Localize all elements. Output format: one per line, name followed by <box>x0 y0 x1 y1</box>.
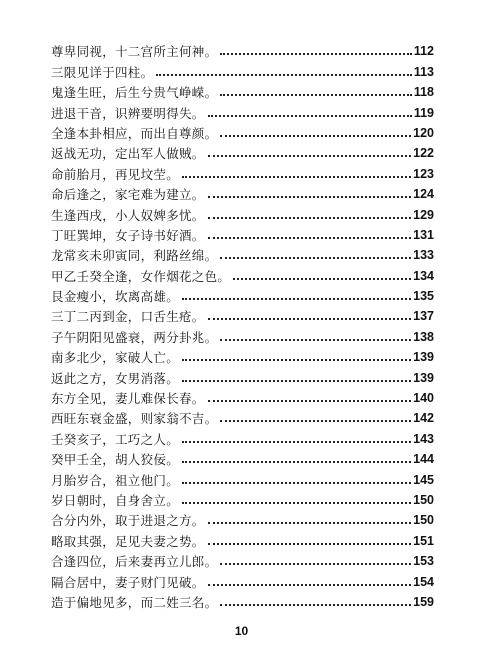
toc-entry[interactable] <box>51 386 434 406</box>
toc-entry[interactable] <box>51 182 434 202</box>
toc-entry-page: 159 <box>413 594 434 609</box>
toc-entry-page: 122 <box>413 146 434 161</box>
dot-leader <box>220 604 411 606</box>
toc-entry-page: 138 <box>413 329 434 344</box>
dot-leader <box>208 196 412 198</box>
dot-leader <box>208 543 412 545</box>
toc-entry-title: 尊卑同视，十二宫所主何神。 <box>51 44 218 60</box>
toc-entry-title: 西旺东衰金盛，则家翁不吉。 <box>51 411 218 427</box>
toc-entry[interactable] <box>51 365 434 385</box>
dot-leader <box>182 298 411 300</box>
toc-entry-title: 癸甲壬全，胡人狡佞。 <box>51 452 180 468</box>
toc-entry[interactable] <box>51 304 434 324</box>
toc-entry[interactable] <box>51 121 434 141</box>
toc-entry-page: 123 <box>413 166 434 181</box>
dot-leader <box>182 380 411 382</box>
toc-entry-page: 119 <box>413 105 434 120</box>
toc-entry-title: 合分内外，取于进退之方。 <box>51 513 205 529</box>
toc-entry[interactable] <box>51 569 434 589</box>
toc-entry-title: 返此之方，女男消落。 <box>51 370 180 386</box>
toc-entry[interactable] <box>51 508 434 528</box>
dot-leader <box>208 522 412 524</box>
toc-entry-title: 月胎岁合，祖立他门。 <box>51 472 180 488</box>
dot-leader <box>220 563 411 565</box>
toc-entry-title: 三限见详于四柱。 <box>51 64 154 80</box>
toc-entry-page: 150 <box>413 513 434 528</box>
dot-leader <box>208 115 412 117</box>
dot-leader <box>220 420 411 422</box>
table-of-contents <box>51 39 434 610</box>
toc-entry[interactable] <box>51 447 434 467</box>
toc-entry[interactable] <box>51 284 434 304</box>
dot-leader <box>233 278 411 280</box>
toc-entry[interactable] <box>51 161 434 181</box>
toc-entry-page: 118 <box>413 85 434 100</box>
toc-entry-page: 142 <box>413 411 434 426</box>
dot-leader <box>208 400 412 402</box>
dot-leader <box>182 176 411 178</box>
toc-entry-title: 鬼逢生旺，后生兮贵气峥嵘。 <box>51 85 218 101</box>
dot-leader <box>220 339 411 341</box>
toc-entry[interactable] <box>51 59 434 79</box>
toc-entry-page: 150 <box>413 492 434 507</box>
dot-leader <box>220 257 411 259</box>
toc-entry-page: 131 <box>413 227 434 242</box>
toc-entry-page: 124 <box>413 187 434 202</box>
toc-entry-title: 命前胎月，再见坟茔。 <box>51 166 180 182</box>
toc-entry[interactable] <box>51 426 434 446</box>
toc-entry[interactable] <box>51 324 434 344</box>
dot-leader <box>182 502 411 504</box>
toc-entry-title: 造于偏地见多，而二姓三名。 <box>51 594 218 610</box>
toc-entry[interactable] <box>51 243 434 263</box>
toc-entry-title: 壬癸亥子，工巧之人。 <box>51 431 180 447</box>
dot-leader <box>182 482 411 484</box>
toc-entry-title: 岁日朝时，自身舍立。 <box>51 492 180 508</box>
toc-entry-title: 艮金瘦小，坎离高雄。 <box>51 289 180 305</box>
toc-entry-title: 丁旺巽坤，女子诗书好酒。 <box>51 227 205 243</box>
toc-entry[interactable] <box>51 39 434 59</box>
dot-leader <box>208 237 412 239</box>
toc-entry[interactable] <box>51 488 434 508</box>
toc-entry-page: 140 <box>413 391 434 406</box>
toc-entry-title: 三丁二丙到金，口舌生疮。 <box>51 309 205 325</box>
toc-entry[interactable] <box>51 467 434 487</box>
dot-leader <box>208 584 412 586</box>
toc-entry[interactable] <box>51 202 434 222</box>
toc-entry-title: 东方全见，妻儿难保长春。 <box>51 391 205 407</box>
toc-entry[interactable] <box>51 345 434 365</box>
dot-leader <box>182 461 411 463</box>
toc-entry-page: 112 <box>413 44 434 59</box>
dot-leader <box>182 359 411 361</box>
toc-entry-page: 151 <box>413 533 434 548</box>
dot-leader <box>208 318 412 320</box>
toc-entry-title: 命后逢之，家宅难为建立。 <box>51 187 205 203</box>
toc-entry-page: 137 <box>413 309 434 324</box>
toc-entry-page: 133 <box>413 248 434 263</box>
toc-entry-title: 略取其强，足见夫妻之势。 <box>51 533 205 549</box>
toc-entry[interactable] <box>51 406 434 426</box>
toc-entry-page: 120 <box>413 125 434 140</box>
toc-entry-page: 134 <box>413 268 434 283</box>
toc-entry-title: 南多北少，家破人亡。 <box>51 350 180 366</box>
toc-entry-page: 145 <box>413 472 434 487</box>
toc-entry-page: 143 <box>413 431 434 446</box>
toc-entry-title: 合逢四位，后来妻再立儿郎。 <box>51 554 218 570</box>
toc-entry[interactable] <box>51 528 434 548</box>
dot-leader <box>208 155 412 157</box>
toc-entry[interactable] <box>51 141 434 161</box>
toc-entry-title: 进退干音，识辨要明得失。 <box>51 105 205 121</box>
toc-entry[interactable] <box>51 223 434 243</box>
toc-entry-title: 龙常亥未卯寅同，利路丝绵。 <box>51 248 218 264</box>
toc-entry-page: 129 <box>413 207 434 222</box>
toc-entry-page: 113 <box>413 64 434 79</box>
toc-entry-page: 135 <box>413 289 434 304</box>
toc-entry-page: 154 <box>413 574 434 589</box>
toc-entry[interactable] <box>51 590 434 610</box>
page-number: 10 <box>234 624 249 638</box>
toc-entry-title: 返战无功，定出军人做贼。 <box>51 146 205 162</box>
toc-list <box>51 39 434 610</box>
dot-leader <box>220 135 411 137</box>
toc-entry-title: 隔合居中，妻子财门见破。 <box>51 574 205 590</box>
dot-leader <box>182 441 411 443</box>
toc-entry[interactable] <box>51 549 434 569</box>
dot-leader <box>208 217 412 219</box>
toc-entry-page: 153 <box>413 554 434 569</box>
toc-entry[interactable] <box>51 100 434 120</box>
toc-entry-title: 甲乙壬癸全逢，女作烟花之色。 <box>51 268 231 284</box>
toc-entry-title: 子午阴阳见盛衰，两分卦兆。 <box>51 329 218 345</box>
dot-leader <box>156 74 411 76</box>
toc-entry-page: 144 <box>413 452 434 467</box>
toc-entry-page: 139 <box>413 350 434 365</box>
toc-entry-title: 全逢本卦相应，而出自尊颜。 <box>51 125 218 141</box>
toc-entry-title: 生逢西戌，小人奴婢多忧。 <box>51 207 205 223</box>
toc-entry-page: 139 <box>413 370 434 385</box>
dot-leader <box>220 53 411 55</box>
toc-entry[interactable] <box>51 80 434 100</box>
dot-leader <box>220 94 411 96</box>
toc-entry[interactable] <box>51 263 434 283</box>
